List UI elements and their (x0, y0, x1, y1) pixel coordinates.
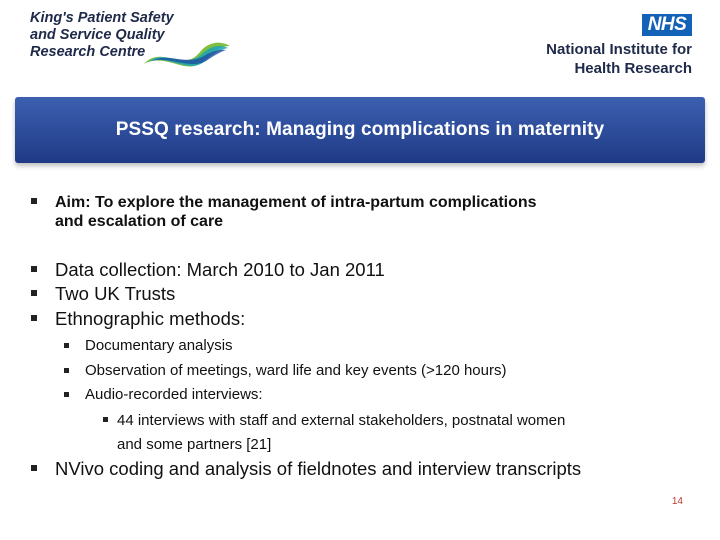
title-banner (15, 97, 705, 163)
swoosh-icon (142, 34, 232, 74)
page-number: 14 (671, 496, 683, 507)
sub-bullet-observation: Observation of meetings, ward life and key events (>120 hours) (85, 362, 507, 379)
bullet-data-collection: Data collection: March 2010 to Jan 2011 (55, 259, 385, 280)
nihr-text (546, 40, 692, 78)
bullet-square-icon (64, 343, 69, 348)
bullet-trusts: Two UK Trusts (55, 283, 176, 304)
bullet-square-icon (31, 290, 37, 296)
bullet-square-icon (31, 315, 37, 321)
nihr-line2: Health Research (574, 60, 692, 77)
bullet-square-icon (31, 465, 37, 471)
aim-line1: Aim: To explore the management of intra-partum complications (55, 194, 537, 211)
sub-bullet-interviews: Audio-recorded interviews: (85, 386, 263, 403)
subsub-line2: and some partners [21] (117, 436, 272, 453)
bullet-square-icon (103, 417, 108, 422)
slide-title: PSSQ research: Managing complications in maternity (115, 119, 605, 140)
kings-logo (30, 10, 230, 80)
subsub-line1: 44 interviews with staff and external stakeholders, postnatal women (117, 412, 566, 429)
nhs-badge: NHS (642, 14, 692, 36)
nihr-line1: National Institute for (546, 41, 692, 58)
nihr-logo (492, 14, 692, 84)
aim-line2: and escalation of care (55, 213, 224, 230)
kings-logo-line1: King's Patient Safety (30, 10, 174, 26)
bullet-methods: Ethnographic methods: (55, 308, 246, 329)
bullet-nvivo: NVivo coding and analysis of fieldnotes and interview transcripts (55, 458, 582, 479)
bullet-square-icon (31, 266, 37, 272)
sub-bullet-documentary: Documentary analysis (85, 337, 233, 354)
kings-logo-line2: and Service Quality (30, 27, 165, 43)
kings-logo-line3: Research Centre (30, 44, 146, 60)
bullet-square-icon (31, 198, 37, 204)
bullet-square-icon (64, 392, 69, 397)
bullet-square-icon (64, 368, 69, 373)
